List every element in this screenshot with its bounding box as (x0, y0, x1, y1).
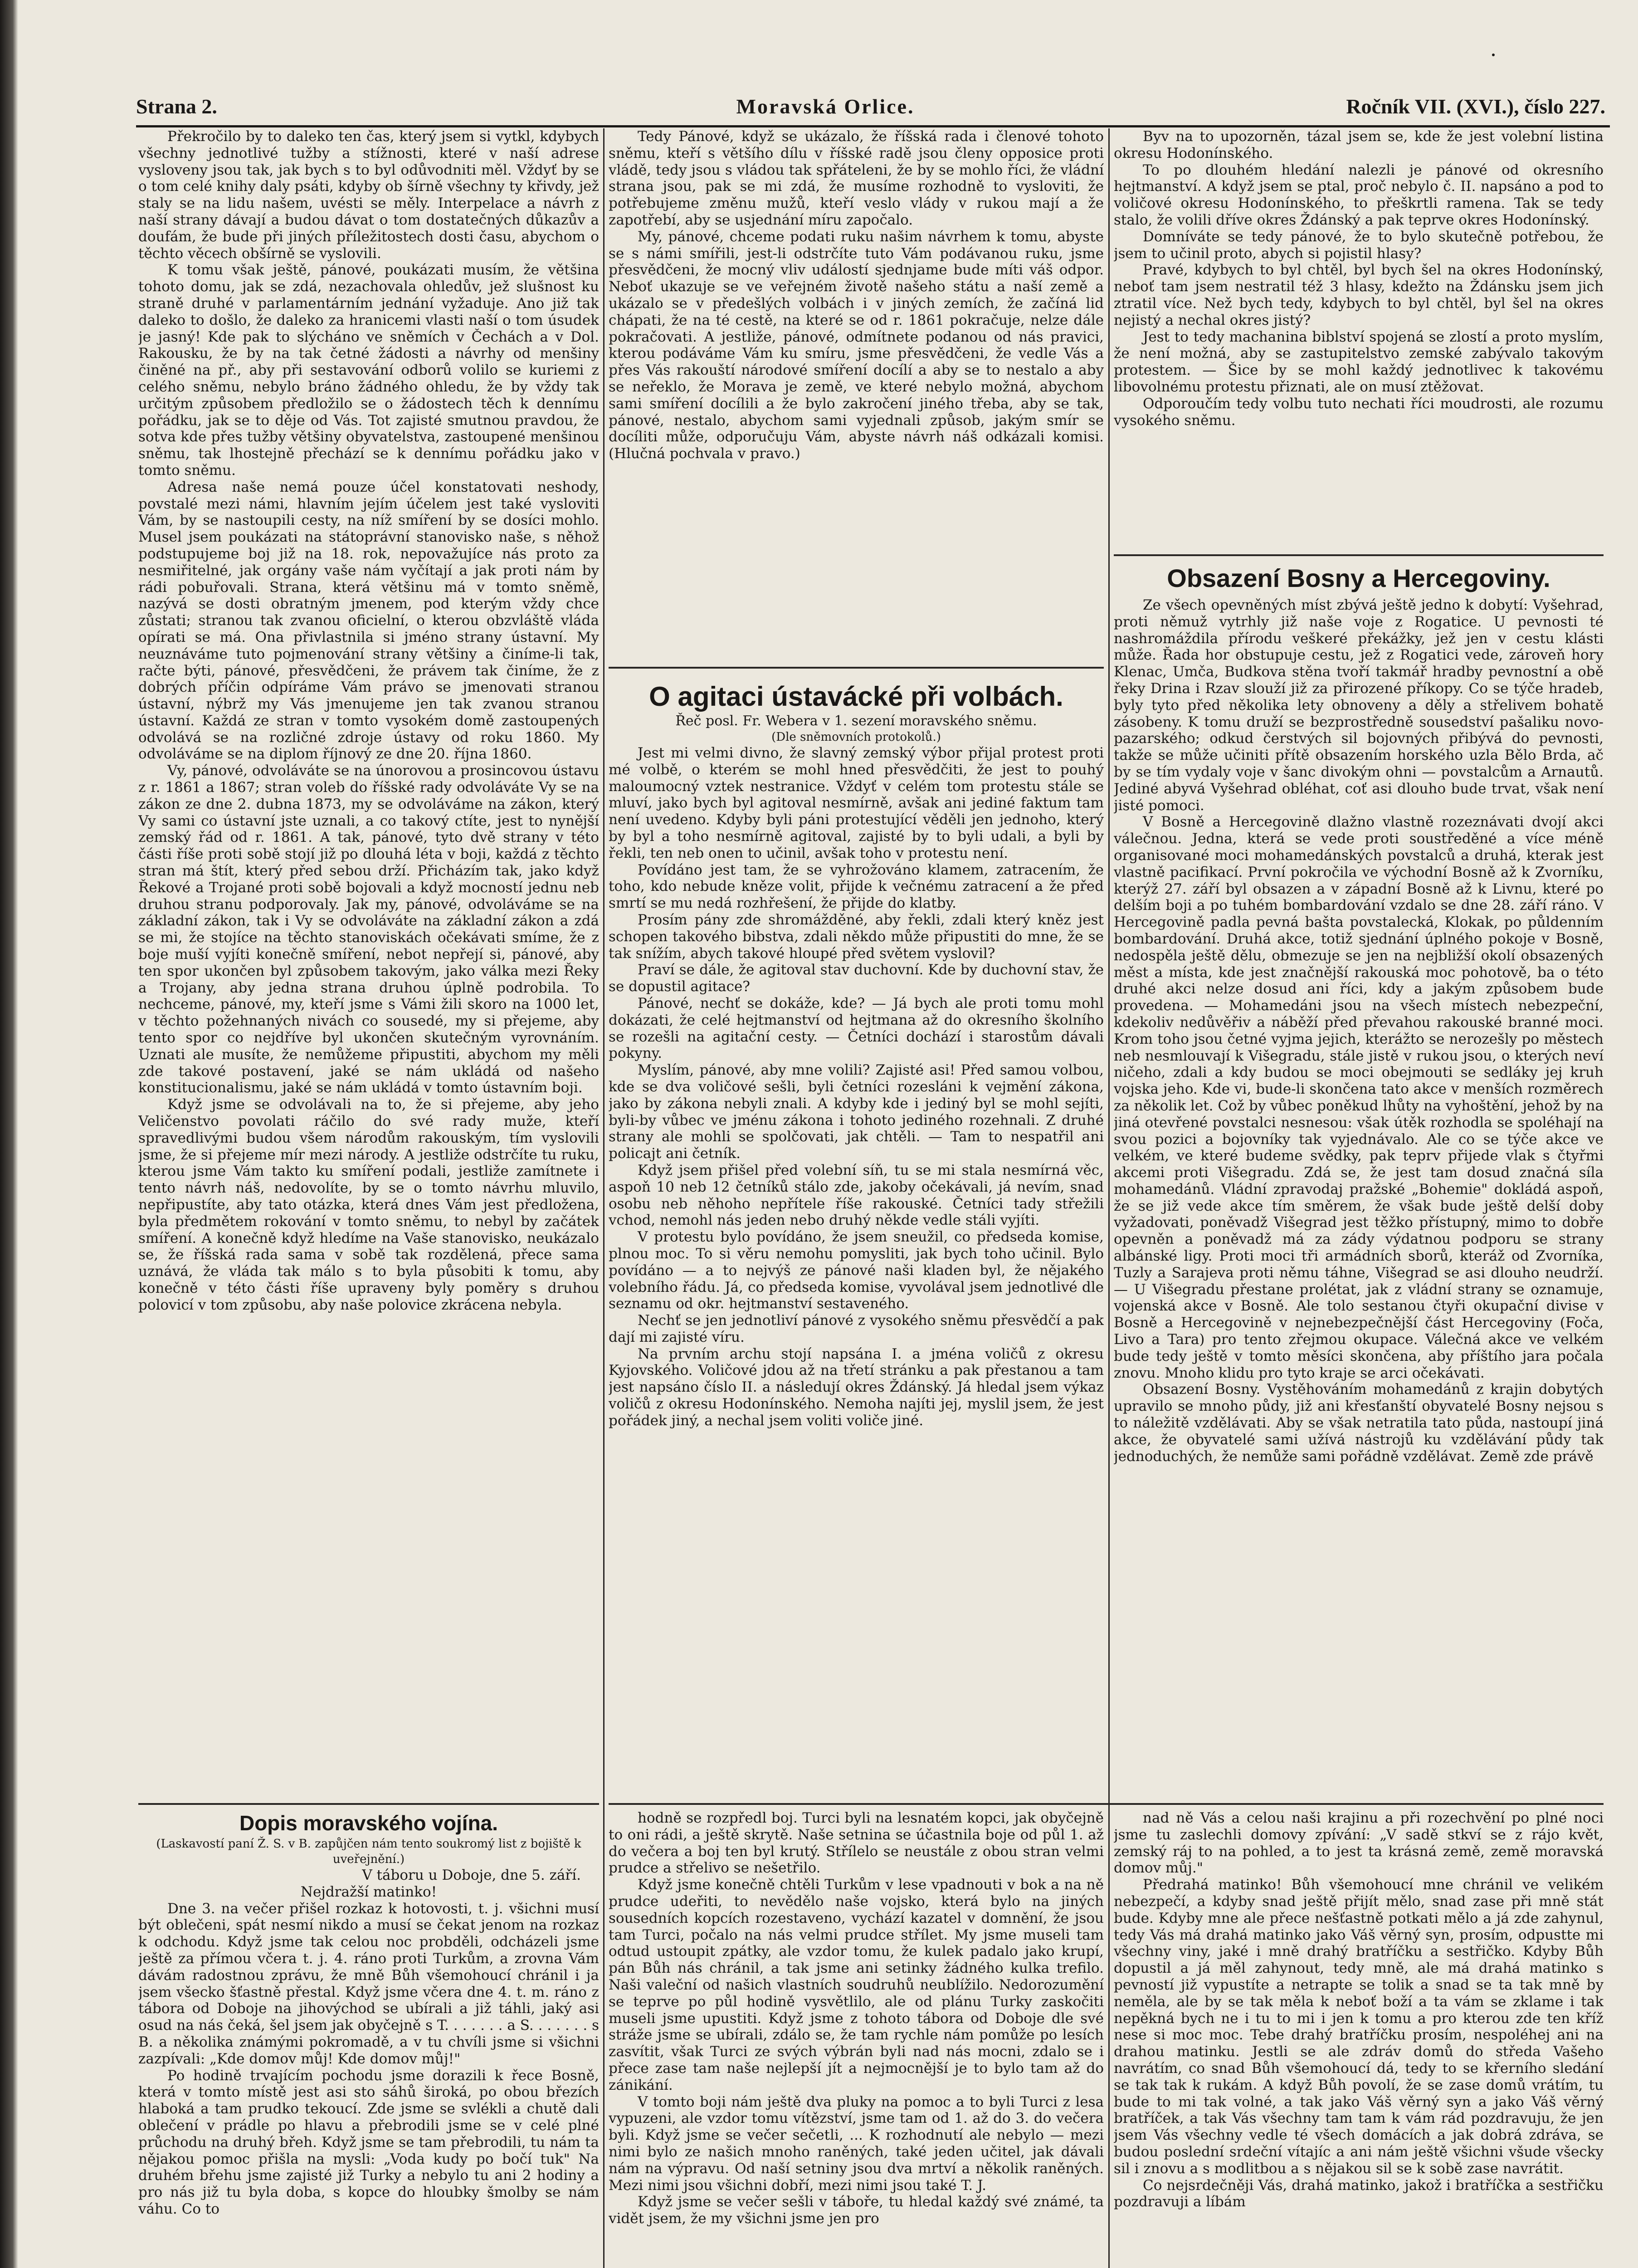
page-header (36, 89, 1614, 121)
paragraph: Dne 3. na večer přišel rozkaz k hotovosti, t. j. všichni musí být oblečeni, spát nesmí nikdo a musí se čekat jenom na rozkaz k odchodu. Když jsme tak celou noc probděli, odcházeli jsme ještě za přímou včera t. j. 4. ráno proti Turkům, a zrovna Vám dávám radostnou zprávu, že mně Bůh všemohoucí chránil i ja jsem všecko šťastně přestal. Když jsme včera dne 4. t. m. ráno z tábora od Doboje na jihovýchod se ubírali a již táhli, jaký asi osud na nás čeká, šel jsem jak obyčejně s T. . . . . . . a S. . . . . . . s B. a několika známými pokromadě, a v tu chvíli jsme si všichni zazpívali: „Kde domov můj! Kde domov můj!" (138, 1900, 599, 2067)
article-byline: Řeč posl. Fr. Webera v 1. sezení moravského sněmu. (675, 713, 1037, 729)
page-label: Strana 2. (136, 95, 217, 118)
section-rule (1114, 554, 1604, 556)
paragraph: Nechť se jen jednotliví pánové z vysokého sněmu přesvědčí a pak dají mi zajisté víru. (609, 1312, 1104, 1345)
paragraph: V tomto boji nám ještě dva pluky na pomoc a to byli Turci z lesa vypuzeni, ale vzdor tomu vítězství, jsme tam od 1. až do 3. do večera byli. Když jsme se večer sečetli, ... K rozhodnutí ale nebylo — mezi nimi bylo ze našich mnoho raněných, také jeden učitel, jak dávali nám na výpravu. Od naší setniny jsou dva mrtví a několik raněných. Mezi nimi jsou všichni dobří, mezi nimi jsou také T. J. (609, 2093, 1104, 2194)
paragraph: Co nejsrdečněji Vás, drahá matinko, jakož i bratříčka a sestřičku pozdravuji a líbám (1114, 2177, 1604, 2210)
section-rule (609, 667, 1104, 669)
paragraph: Odporoučím tedy volbu tuto nechati říci moudrosti, ale rozumu vysokého sněmu. (1114, 395, 1604, 429)
paragraph: V protestu bylo povídáno, že jsem sneužil, co předseda komise, plnou moc. To si věru nemohu pomysliti, jak bych toho učinil. Bylo povídáno — a to nejvýš ze pánové naši kladen byl, že nějakého volebního řádu. Já, co předseda komise, vyvolával jsem jednotlivé dle seznamu od okr. hejtmanství sestaveného. (609, 1229, 1104, 1312)
paragraph: Byv na to upozorněn, tázal jsem se, kde že jest volební listina okresu Hodonínského. (1114, 128, 1604, 161)
article-source: (Dle sněmovních protokolů.) (771, 730, 941, 744)
paragraph: Vy, pánové, odvoláváte se na únorovou a prosincovou ústavu z r. 1861 a 1867; stran voleb do říšské rady odvoláváte Vy se na zákon ze dne 2. dubna 1873, my se odvoláváme na zákon, který Vy sami co ústavní jste uznali, a co takový ctíte, jest to nynější zemský řád od r. 1861. A tak, pánové, tyto dvě strany v této části říše proti sobě stojí již po dlouhá léta v boji, každá z těchto stran má štít, který před sebou drží. Přicházím tak, jako když Řekové a Trojané proti sobě bojovali a když mocností jednu neb druhou stranu podporovaly. Jak my, pánové, odvoláváme se na základní zákon, tak i Vy se odvoláváte na základní zákon a zdá se mi, že stojíce na těchto stanoviskách očekávati smíme, že z boje muší vyjíti konečně smíření, nebot nepřejí si, pánové, aby ten spor ukončen byl způsobem takovým, jako válka mezi Řeky a Trojany, aby jedna strana druhou úplně podrobila. To nechceme, pánové, my, kteří jsme s Vámi žili skoro na 1000 let, v těchto požehnaných nivách co sousedé, my si přejeme, aby tento spor co nejdříve byl ukončen skutečným vyrovnáním. Uznati ale musíte, že nemůžeme připustiti, abychom my měli zde takové postavení, jaké se nám ukládá od našeho konstitucionalismu, jaké se nám ukládá v tomto ústavním boji. (138, 763, 599, 1096)
paragraph: Pravé, kdybych to byl chtěl, byl bych šel na okres Hodonínský, neboť tam jsem nestratil též 3 hlasy, kdežto na Ždánsku jsem jich ztratil více. Než bych tedy, kdybych to byl chtěl, byl šel na okres nejistý a nechal okres jistý? (1114, 262, 1604, 328)
column-1-speech-end (138, 128, 599, 1790)
column-divider (1108, 128, 1110, 2268)
article-title: Dopis moravského vojína. (239, 1811, 498, 1835)
column-2-speech-end (609, 128, 1104, 660)
section-rule (138, 1803, 599, 1805)
paragraph: Prosím pány zde shromážděné, aby řekli, zdali který kněz jest schopen takového bibstva, zdali někdo může připustiti do mne, že se tak snížím, abych takové hloupé před světem vyslovil? (609, 911, 1104, 962)
article-title: O agitaci ústavácké při volbách. (649, 681, 1063, 712)
section-rule (609, 1803, 1604, 1805)
article-bosna (1114, 562, 1604, 1796)
paragraph: Pánové, nechť se dokáže, kde? — Já bych ale proti tomu mohl dokázati, že celé hejtmanství od hejtmana až do okresního školního se rozešli na agitační cesty. — Četníci dochází i starostům dávali pokyny. (609, 995, 1104, 1062)
paragraph: Adresa naše nemá pouze účel konstatovati neshody, povstalé mezi námi, hlavním jejím účelem jest také vysloviti Vám, by se nastoupili cesty, na níž smíření by se dosíci mohlo. Musel jsem poukázati na státoprávní stanovisko naše, s něhož podstupujeme boj již na 18. rok, nepovažujíce nás proto za nesmiřitelné, jak orgány vaše nám vyčítají a jak proti nám by rádi pobuřovali. Strana, která většinu má v tomto sněmě, nazývá se dosti obratným jmenem, pod kterým vždy chce zůstati; stranou tak zvanou oficielní, o kterou obzvláště vláda opírati se má. Ona přivlastnila si jméno strany ústavní. My neuznáváme tuto pojmenování strany většiny a činíme-li tak, račte býti, pánové, přesvědčeni, že právem tak činíme, že z dobrých příčin odpíráme Vám právo se jmenovati stranou ústavní, nýbrž my Vás jmenujeme jen tak zvanou stranou ústavní. Každá ze stran v tomto vysokém domě zastoupených odvolává se na rozličné zdroje ústavy od roku 1860. My odvoláváme se na diplom říjnový ze dne 20. října 1860. (138, 479, 599, 763)
paragraph: K tomu však ještě, pánové, poukázati musím, že většina tohoto domu, jak se zdá, nezachovala ohledův, jež slušnost ku straně druhé v parlamentárním jednání vyžaduje. Ano již tak daleko to došlo, že daleko za hranicemi vlasti naší o tom úsudek je jasný! Kde pak to slýcháno ve sněmích v Čechách a v Dol. Rakousku, že by na tak četné žádosti a návrhy od menšiny činěné na př., aby při sestavování odborů volilo se kuriemi z celého sněmu, nebylo bráno žádného ohledu, že by vždy tak určitým způsobem předložilo se o žádostech těch k dennímu pořádku, jak se to děje od Vás. Tot zajisté smutnou pravdou, že sotva kde přes tužby většiny obyvatelstva, zastoupené menšinou sněmu, tak lhostejně přechází se k dennímu pořádku jako v tomto sněmu. (138, 262, 599, 479)
paragraph: Domníváte se tedy pánové, že to bylo skutečně potřebou, že jsem to učinil proto, abych si pojistil hlasy? (1114, 228, 1604, 262)
newspaper-name: Moravská Orlice. (736, 95, 915, 118)
column-3-agitace-end (1114, 128, 1604, 546)
article-agitace (609, 680, 1104, 1796)
paragraph: Po hodině trvajícím pochodu jsme dorazili k řece Bosně, která v tomto místě jest asi sto sáhů široká, po obou březích hlaboká a tam prudko tekoucí. Zde jsme se svlékli a chutě dali oblečení v prádle po hlavu a přebrodili jsme se v celé plné průchodu na druhý břeh. Když jsme se tam přebrodili, tu nám ta nějakou pomoc přišla na mysli: „Voda kudy po bočí tuk" Na druhém břehu jsme zajisté již Turky a nebylo tu ani 2 hodiny a pro nás již tu byla doba, s kopce do hloubky šmolby se nám váhu. Co to (138, 2067, 599, 2217)
paragraph: My, pánové, chceme podati ruku našim návrhem k tomu, abyste se s námi smířili, jest-li odstrčíte tuto Vám podávanou ruku, jsme přesvědčeni, že mocný vliv událostí sjednjame bude míti váš odpor. Neboť ukazuje se ve veřejném životě našeho státu a naší země a ukázalo se v předešlých volbách i v jiných zemích, že začíná lid chápati, že na té cestě, na které se od r. 1861 pokračuje, nelze dále pokračovati. A jestliže, pánové, odmítnete podanou od nás pravici, kterou podáváme Vám ku smíru, jsme přesvědčeni, že vedle Vás a přes Vás rakouští národové smíření docílí a aby se to nestalo a aby se neřeklo, že Morava je země, ve které nebylo možná, abychom sami smíření docílili a že bylo zakročení jiného třeba, aby se tak, pánové, nestalo, abychom sami vyjednali způsob, jakým smír se docíliti může, odporučuju Vám, abyste návrh náš odkázali komisi. (Hlučná pochvala v pravo.) (609, 228, 1104, 462)
dateline: V táboru u Doboje, dne 5. září. (362, 1867, 581, 1883)
paragraph: Praví se dále, že agitoval stav duchovní. Kde by duchovní stav, že se dopustil agitace? (609, 962, 1104, 995)
article-dopis-end (1114, 1810, 1604, 2268)
issue-label: Ročník VII. (XVI.), číslo 227. (1346, 95, 1605, 118)
paragraph: nad ně Vás a celou naši krajinu a při rozechvění po plné noci jsme tu zaslechli domovy zpívání: „V sadě stkví se z rájo květ, zemský ráj to na pohled, a to jest ta krásná země, země moravská domov můj." (1114, 1810, 1604, 1877)
paragraph: hodně se rozpředl boj. Turci byli na lesnatém kopci, jak obyčejně to oni rádi, a ještě skrytě. Naše setnina se účastnila boje od půl 1. až do večera a boj ten byl krutý. Střílelo se neustále z obou stran velmi prudce a střelivo se nešetřilo. (609, 1810, 1104, 1877)
paragraph: Na prvním archu stojí napsána I. a jména voličů z okresu Kyjovského. Voličové jdou až na třetí stránku a pak přestanou a tam jest napsáno číslo II. a následují okres Ždánský. Já hledal jsem výkaz voličů z okresu Hodonínského. Nemoha najíti jej, myslil jsem, že jest pořádek jiný, a nechal jsem voliti voliče jiné. (609, 1345, 1104, 1429)
article-dopis-continued (609, 1810, 1104, 2268)
paragraph: Když jsme se večer sešli v táboře, tu hledal každý své známé, ta vidět jsem, že my všichni jsme jen pro (609, 2194, 1104, 2227)
paragraph: Ze všech opevněných míst zbývá ještě jedno k dobytí: Vyšehrad, proti němuž vytrhly již naše voje z Rogatice. U pevnosti té nashromáždila přírodu veškeré překážky, jež jen v cestu klásti může. Řada hor obstupuje cestu, jež z Rogatici vede, zároveň hory Klenac, Umča, Budkova stěna tvoří takmář hradby pevnostní a obě řeky Drina i Rzav slouží již za přirozené příkopy. Co se týče hradeb, byly tyto před několika lety obnoveny a děly a střelivem bohatě zásobeny. K tomu druží se bezprostředně sousedství pašaliku novo-pazarského; odkud čerstvých sil bojovných přibývá do pevnosti, takže se může učiniti přítě obsazením horského uzla Bělo Brda, ač by se tím vydaly voje v šanc divokým ohni — povstalcům a Arnautů. Jediné abyvá Vyšehrad obléhat, coť asi dlouho bude trvat, však není jisté pomoci. (1114, 597, 1604, 814)
salutation: Nejdražší matinko! (300, 1883, 437, 1900)
column-divider (603, 128, 604, 2268)
print-speck (1492, 54, 1495, 56)
paragraph: Myslím, pánové, aby mne volili? Zajisté asi! Před samou volbou, kde se dva voličové sešli, byli četníci rozesláni k vejmění zákona, jako by zákona nebyli znali. A kdyby kde i jediný byl se mohl sejíti, byli-by vůbec ve jménu zákona i tohoto jediného rozehnali. Z druhé strany ale mohli se spolčovati, jak chtěli. — Tam to nespatřil ani policajt ani četník. (609, 1062, 1104, 1162)
article-note: (Laskavostí paní Ž. S. v B. zapůjčen nám tento soukromý list z bojiště k uveřejnění.) (156, 1837, 581, 1866)
article-dopis (138, 1810, 599, 2268)
paragraph: Tedy Pánové, když se ukázalo, že říšská rada i členové tohoto sněmu, kteří s většího dílu v říšské radě jsou členy opposice proti vládě, tedy jsou s vládou tak spřáteleni, že by se mohlo říci, že vládní strana jsou, pak se mi zdá, že musíme rozhodně to vysloviti, že potřebujeme změnu mužů, kteří veslo vlády v rukou mají a že zapotřebí, aby se usjednání míru započalo. (609, 128, 1104, 228)
paragraph: Jest mi velmi divno, že slavný zemský výbor přijal protest proti mé volbě, o kterém se mohl hned přesvědčiti, že jest to pouhý maloumocný vztek nestranice. Vždyť v celém tom protestu stále se mluví, jako bych byl agitoval nesmírně, avšak ani jediné faktum tam není uvedeno. Kdyby byli páni protestující věděli jen jednoho, který by byl a toho nesmírně agitoval, zajisté by to byli udali, a byli by řekli, ten neb onen to učinil, avšak toho v protestu není. (609, 745, 1104, 861)
article-title: Obsazení Bosny a Hercegoviny. (1167, 564, 1550, 592)
paragraph: V Bosně a Hercegovině dlažno vlastně rozeznávati dvojí akci válečnou. Jedna, která se vede proti soustředěné a více méně organisované moci mohamedánských povstalců a druhá, kterak jest vlastně pacifikací. První pokročila ve východní Bosně až k Zvorníku, kterýž 27. září byl obsazen a v západní Bosně až k Livnu, které po delším boji a po tuhém bombardování vzdalo se dne 28. září ráno. V Hercegovině padla pevná bašta povstalecká, Klokak, po půldenním bombardování. Druhá akce, totiž sjednání úplného pokoje v Bosně, nedospěla ještě dělu, obmezuje se jen na nejbližší okolí obsazených měst a místa, kde jest značnější rakouská moc pohotově, ba o této druhé akci nelze dosud ani říci, kdy a jakým způsobem bude provedena. — Mohamedáni jsou na všech místech nebezpeční, kdekoliv nedůvěřiv a náběží před převahou rakouské branné moci. Krom toho jsou četné vyjma jejich, kterážto se nerozešly po městech neb nesmlouvají k Višegradu, stále jistě v rukou jsou, o kterých neví ničeho, zdali a kdy budou se moci obejmouti se sedláky jej kruh vojska jeho. Kde vi, bude-li skončena tato akce v menších rozměrech za několik let. Což by vůbec poněkud lhůty na vyhoštění, jehož by na jiná otevřené povstalci nesnesou: však útěk rozhodla se spoléhají na svou pozici a bojovníky tak vyjednávalo. Ale co se týče akce ve velkém, ve které budeme svědky, pak teprv přijede vlak s čtyřmi akcemi proti Višegradu. Zdá se, že jest tam dosud značná síla mohamedánů. Vládní zpravodaj pražské „Bohemie" dokládá aspoň, že se již vede akce tím směrem, že však bude ještě delší doby vyžadovati, poněvadž Višegrad jest těžko přístupný, mimo to dobře opevněn a poněvadž má za zády výdatnou podporu se strany albánské ligy. Proti moci tři armádních sborů, kteráž od Zvorníka, Tuzly a Sarajeva proti němu táhne, Višegrad se asi dlouho neudrží. — U Višegradu přestane prolétat, jak z vládní strany se oznamuje, vojenská akce v Bosně. Ale tolo sestanou čtyři okupační divise v Bosně a Hercegovině v nejnebezpečnější část Hercegoviny (Foča, Livo a Tara) pro tento zřejmou okupace. Válečná akce ve velkém bude tedy ještě v tomto měsíci skončena, aby příštího jara počala znovu. Mnoho klidu pro tyto kraje se arci očekávati. (1114, 814, 1604, 1381)
paragraph: Obsazení Bosny. Vystěhováním mohamedánů z krajin dobytých upravilo se mnoho půdy, již ani křesťanští obyvatelé Bosny nejsou s to náležitě vzdělávati. Aby se však netratila tato půda, nastoupí jiná akce, že obyvatelé sami užívá nástrojů ku vzdělávání půdy tak jednoduchých, že nemůže sami pořádně vzdělávat. Země zde právě (1114, 1381, 1604, 1465)
paragraph: Povídáno jest tam, že se vyhrožováno klamem, zatracením, že toho, kdo nebude kněze volit, přijde k večnému zatracení a že před smrtí se mu nedá rozhřešení, že přijde do klatby. (609, 861, 1104, 912)
paragraph: Když jsme se odvolávali na to, že si přejeme, aby jeho Veličenstvo povolati ráčilo do své rady muže, kteří spravedlivými budou všem národům rakouským, tím vyslovili jsme, že si přejeme mír mezi národy. A jestliže odstrčíte tu ruku, kterou jsme Vám takto ku smíření podali, jestliže zamítnete i tento návrh náš, nedovolíte, by se o tomto návrhu mluvilo, nepřipustíte, aby tato otázka, která dnes Vám jest předložena, byla předmětem rokování v tomto sněmu, to nebyl by začátek smíření. A konečně když hledíme na Vaše stanovisko, neukázalo se, že říšská rada sama v sobě tak rozdělená, přece sama uznává, že vláda tak málo s to byla působiti k tomu, aby konečně v této části říše upraveny byly poměry s druhou polovicí v tom způsobu, aby naše polovice zkrácena nebyla. (138, 1096, 599, 1313)
paragraph: Když jsme konečně chtěli Turkům v lese vpadnouti v bok a na ně prudce udeřiti, to nevědělo naše vojsko, která bylo na jiných sousedních kopcích rozestaveno, vychází kazatel v domnění, že jsou tam Turci, počalo na nás velmi prudce střílet. My jsme museli tam odtud ustoupit zpátky, ale vzdor tomu, že kulek padalo jako krupí, pán Bůh nás chránil, a tak jsme ani setinky žádného kulka trefilo. Naši valeční od našich vlastních soudruhů neublížilo. Nedorozumění se teprve po půl hodině vysvětlilo, ale od plánu Turky zaskočiti museli jsme upustiti. Když jsme z tohoto tábora od Doboje dle své stráže jsme se ubírali, zdálo se, že tam rychle nám pomůže po lesích zasvítit, však Turci ze svých výbrán byli nad nás mocni, zdalo se i přece zase tam naše nejlepší jít a nejmocnější je to bylo tam až do zánikání. (609, 1877, 1104, 2093)
paragraph: Jest to tedy machanina biblství spojená se zlostí a proto myslím, že není možná, aby se zastupitelstvo zemské zabývalo takovým protestem. — Šice by se mohl každý jednotlivec k takovému libovolnému protestu přiznati, ale on musí ztěžovat. (1114, 328, 1604, 395)
header-rule (136, 125, 1610, 127)
paragraph: Předrahá matinko! Bůh všemohoucí mne chránil ve velikém nebezpečí, a kdyby snad ještě přijít mělo, snad zase při mně stát bude. Kdyby mne ale přece nešťastně potkati mělo a já zde zahynul, tedy Vás má drahá matinko jako Váš věrný syn, prosím, odpustte mi všechny viny, jaké i mně drahý bratříčku a sestřičko. Kdyby Bůh dopustil a já měl zahynout, tedy mně, ale má drahá matinko s pevností již vypustíte a netrapte se tolik a snad se ta tak mně by neměla, ale by se tak měla k neboť boží a ta vám se zklame i tak nepěkná bych ne i tu to mi i jen k tomu a pro kterou zde ten kříž nese si moc moc. Tebe drahý bratříčku prosím, nespoléhej ani na drahou matinku. Jestli se ale zdráv domů do středa Vašeho navrátím, co snad Bůh všemohoucí dá, tedy to se křerního sledání se tak tak k rukám. A když Bůh povolí, že se zase domů vrátím, tu bude to mi tak volné, a tak jako Váš věrný syn a jako Váš věrný bratříček, a tak Vás všechny tam tam k vám rád pozdravuju, že jen jsem Vás všechny vedle té všech domácích a jak dobrá zdráva, se budou poslední srdeční vítajíc a ani nám ještě všichni všude všecky sil i znovu a s modlitbou a s nějakou sil se k sobě zase navrátit. (1114, 1877, 1604, 2177)
paragraph: Když jsem přišel před volební síň, tu se mi stala nesmírná věc, aspoň 10 neb 12 četníků stálo zde, jakoby očekávali, já nevím, snad osobu neb něhoho nepřítele říše rakouské. Četníci tady střežili vchod, nemohl nás jeden nebo druhý někde vedle stáli vyjíti. (609, 1162, 1104, 1229)
paragraph: To po dlouhém hledání nalezli je pánové od okresního hejtmanství. A když jsem se ptal, proč nebylo č. II. napsáno a pod to voličové okresu Hodonínského, to přeškrtli ramena. Tak se tedy stalo, že volili dříve okres Ždánský a pak teprve okres Hodonínský. (1114, 161, 1604, 228)
binding-shadow (0, 0, 18, 2268)
paragraph: Překročilo by to daleko ten čas, který jsem si vytkl, kdybych všechny jednotlivé tužby a stížnosti, které v naší adrese vysloveny jsou tak, jak bych s to byl odůvodniti měl. Vždyť by se o tom celé knihy daly psáti, kdyby ob šírně všechny ty křivdy, jež staly se na lidu našem, uvésti se měly. Interpelace a návrh z naší strany dávají a budou dávat o tom dostatečných důkazův a doufám, že bude při jiných příležitostech dosti času, abychom o těchto věcech obšírně se vyslovili. (138, 128, 599, 262)
